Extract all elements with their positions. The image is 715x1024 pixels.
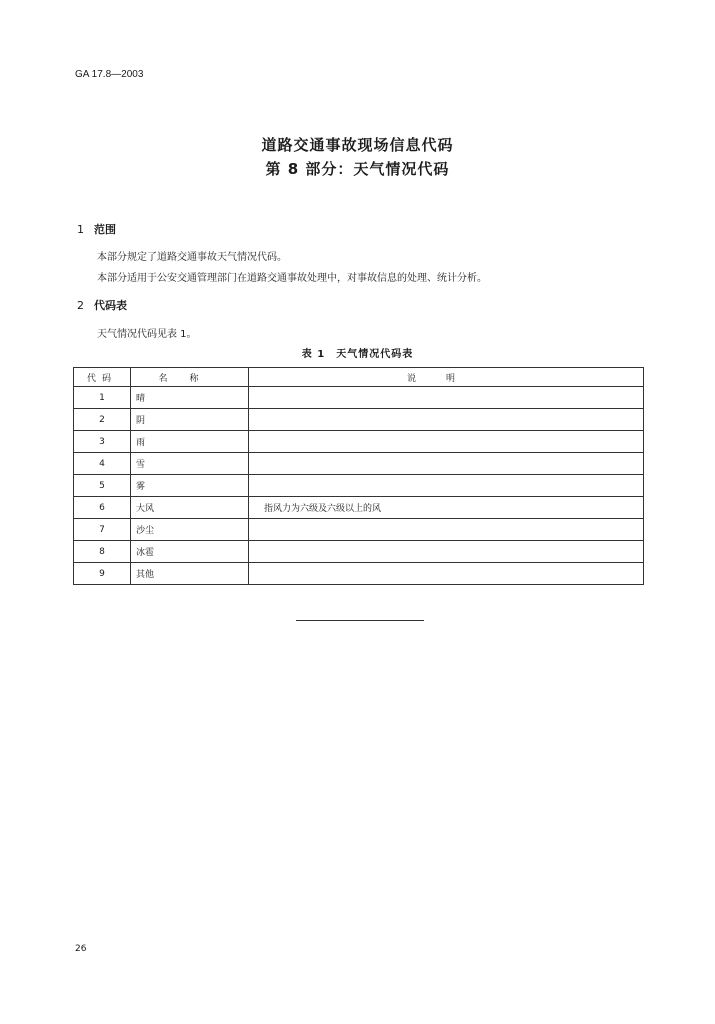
cell-code: 6 xyxy=(74,497,131,519)
paragraph: 本部分适用于公安交通管理部门在道路交通事故处理中，对事故信息的处理、统计分析。 xyxy=(97,273,487,284)
cell-name: 冰雹 xyxy=(131,541,249,563)
cell-code: 1 xyxy=(74,387,131,409)
table-row xyxy=(74,519,644,541)
cell-code: 4 xyxy=(74,453,131,475)
cell-name: 雨 xyxy=(131,431,249,453)
column-header-name: 名称 xyxy=(131,368,249,387)
column-header-code: 代码 xyxy=(74,368,131,387)
cell-description: 指风力为六级及六级以上的风 xyxy=(249,497,644,519)
cell-description xyxy=(249,519,644,541)
table-row xyxy=(74,497,644,519)
table-row xyxy=(74,453,644,475)
section-number: 1 xyxy=(77,223,84,236)
cell-name: 大风 xyxy=(131,497,249,519)
table-row xyxy=(74,563,644,585)
cell-name: 晴 xyxy=(131,387,249,409)
cell-code: 8 xyxy=(74,541,131,563)
cell-description xyxy=(249,387,644,409)
cell-name: 雾 xyxy=(131,475,249,497)
paragraph: 天气情况代码见表 1。 xyxy=(97,329,197,340)
paragraph: 本部分规定了道路交通事故天气情况代码。 xyxy=(97,252,287,263)
cell-name: 阴 xyxy=(131,409,249,431)
cell-description xyxy=(249,453,644,475)
cell-name: 雪 xyxy=(131,453,249,475)
table-row xyxy=(74,475,644,497)
cell-code: 7 xyxy=(74,519,131,541)
cell-description xyxy=(249,431,644,453)
page-number: 26 xyxy=(75,944,87,954)
document-subtitle: 第 8 部分：天气情况代码 xyxy=(265,160,450,178)
cell-description xyxy=(249,409,644,431)
cell-name: 其他 xyxy=(131,563,249,585)
table-header-row xyxy=(74,368,644,387)
table-caption: 表 1 天气情况代码表 xyxy=(301,349,414,360)
cell-description xyxy=(249,541,644,563)
section-heading-scope xyxy=(77,221,116,237)
section-title: 范围 xyxy=(94,223,116,236)
section-number: 2 xyxy=(77,299,84,312)
document-title: 道路交通事故现场信息代码 xyxy=(261,136,454,154)
table-row xyxy=(74,541,644,563)
cell-code: 3 xyxy=(74,431,131,453)
section-heading-code-table xyxy=(77,297,127,313)
end-of-document-rule xyxy=(296,620,424,621)
cell-code: 5 xyxy=(74,475,131,497)
section-title: 代码表 xyxy=(94,299,127,312)
cell-description xyxy=(249,563,644,585)
table-row xyxy=(74,409,644,431)
table-row xyxy=(74,431,644,453)
column-header-description: 说明 xyxy=(249,368,644,387)
cell-code: 9 xyxy=(74,563,131,585)
table-row xyxy=(74,387,644,409)
cell-name: 沙尘 xyxy=(131,519,249,541)
cell-code: 2 xyxy=(74,409,131,431)
cell-description xyxy=(249,475,644,497)
standard-code: GA 17.8—2003 xyxy=(75,69,144,80)
weather-code-table xyxy=(73,367,644,585)
